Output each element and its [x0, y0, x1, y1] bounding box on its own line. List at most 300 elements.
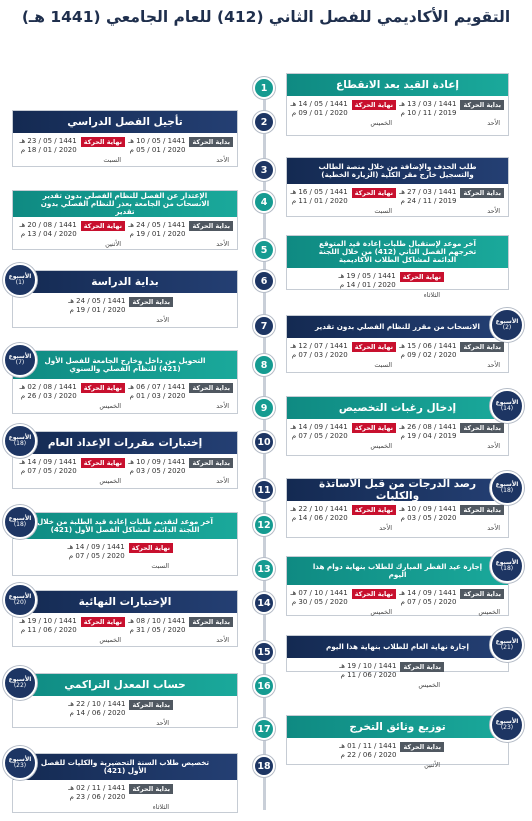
end-group — [290, 589, 396, 616]
week-number: (18) — [500, 565, 514, 572]
badge-label: نهاية الحركة — [354, 189, 393, 197]
dates — [128, 221, 185, 239]
gregorian-date: 2020 / 05 / 31 م — [129, 625, 186, 634]
event-card-8 — [8, 350, 238, 414]
end-group — [19, 617, 125, 644]
week-label: الأسبوع — [8, 755, 32, 763]
dates — [128, 383, 185, 401]
badge-row — [68, 297, 173, 315]
weekday: الأحد — [487, 441, 500, 450]
hijri-date: 1441 / 08 / 26 هـ — [399, 423, 457, 431]
badge-label: نهاية الحركة — [354, 101, 393, 109]
step-number-5: 5 — [253, 239, 275, 261]
step-number-4: 4 — [253, 191, 275, 213]
gregorian-date: 2020 / 01 / 19 م — [129, 229, 186, 238]
week-number: (2) — [502, 324, 512, 331]
badge-row — [19, 617, 125, 635]
step-number-13: 13 — [253, 558, 275, 580]
weekday: الخميس — [370, 118, 392, 127]
badge-label: نهاية الحركة — [354, 590, 393, 598]
step-number-1: 1 — [253, 77, 275, 99]
week-label: الأسبوع — [8, 592, 32, 600]
weekday: الأحد — [216, 155, 229, 164]
weekday: الأحد — [216, 476, 229, 485]
weekday: الأحد — [216, 401, 229, 410]
badge-row — [19, 221, 125, 239]
week-badge — [3, 424, 37, 458]
dates — [68, 700, 125, 718]
gregorian-date: 2019 / 11 / 10 م — [400, 108, 457, 117]
dates — [19, 458, 76, 476]
week-label: الأسبوع — [495, 558, 519, 566]
badge-label: بداية الحركة — [192, 618, 230, 626]
badge-label: بداية الحركة — [192, 384, 230, 392]
week-number: (1) — [15, 279, 25, 286]
dates — [399, 423, 456, 441]
end-group — [19, 458, 125, 485]
dates — [290, 100, 347, 118]
weekday: الأحد — [216, 635, 229, 644]
hijri-date: 1441 / 03 / 13 هـ — [399, 100, 457, 108]
end-group — [290, 342, 396, 369]
dates — [19, 137, 76, 155]
weekday: الأحد — [487, 523, 500, 532]
hijri-date: 1441 / 03 / 27 هـ — [399, 188, 457, 196]
week-badge — [3, 263, 37, 297]
start-group — [399, 100, 504, 127]
week-label: الأسبوع — [8, 272, 32, 280]
page-title: التقويم الأكاديمي للفصل الثاني (412) للعام الجامعي (1441 هـ) — [21, 8, 511, 26]
hijri-date: 1441 / 10 / 19 هـ — [19, 617, 77, 625]
dates — [68, 297, 125, 315]
hijri-date: 1441 / 07 / 12 هـ — [290, 342, 348, 350]
badge-row — [128, 383, 233, 401]
week-badge — [490, 389, 524, 423]
event-title: إعادة القيد بعد الانقطاع — [287, 74, 508, 96]
start-group — [128, 458, 233, 485]
badge-label: بداية الحركة — [463, 189, 501, 197]
hijri-date: 1441 / 06 / 15 هـ — [399, 342, 457, 350]
start-group — [399, 188, 504, 215]
start-badge — [460, 505, 504, 515]
dates — [19, 617, 76, 635]
hijri-date: 1441 / 07 / 06 هـ — [128, 383, 186, 391]
event-card-11 — [286, 477, 519, 538]
dates — [339, 742, 396, 760]
week-badge — [490, 549, 524, 583]
badge-label: بداية الحركة — [132, 298, 170, 306]
weekday: الأثنين — [105, 239, 121, 248]
gregorian-date: 2020 / 01 / 05 م — [129, 145, 186, 154]
end-badge — [352, 100, 396, 110]
week-number: (23) — [500, 724, 514, 731]
end-badge — [81, 137, 125, 147]
event-card-1 — [286, 73, 509, 136]
start-badge — [400, 662, 444, 672]
start-group — [128, 617, 233, 644]
weekday: الخميس — [418, 680, 440, 689]
event-card-10 — [8, 431, 238, 489]
event-title: آخر موعد لتقديم طلبات إعادة قيد الطلبة من خلال اللجنة الدائمة لمشاكل الفصل الأول (421) — [13, 513, 237, 539]
end-group — [338, 272, 444, 299]
badge-label: بداية الحركة — [463, 506, 501, 514]
badge-row — [19, 137, 125, 155]
badge-label: نهاية الحركة — [83, 222, 122, 230]
start-group — [399, 505, 504, 532]
badge-row — [128, 458, 233, 476]
step-number-12: 12 — [253, 514, 275, 536]
end-badge — [81, 458, 125, 468]
event-card-2 — [12, 110, 238, 167]
weekday: السبت — [151, 561, 169, 570]
dates — [399, 589, 456, 607]
end-group — [19, 137, 125, 164]
dates — [290, 589, 347, 607]
step-number-2: 2 — [253, 111, 275, 133]
week-number: (21) — [500, 644, 514, 651]
badge-row — [290, 505, 396, 523]
end-group — [290, 505, 396, 532]
badge-row — [19, 458, 125, 476]
badge-row — [399, 100, 504, 118]
badge-row — [339, 742, 444, 760]
hijri-date: 1441 / 09 / 10 هـ — [128, 458, 186, 466]
badge-label: نهاية الحركة — [83, 459, 122, 467]
gregorian-date: 2020 / 03 / 07 م — [291, 350, 348, 359]
start-badge — [460, 342, 504, 352]
weekday: الخميس — [370, 441, 392, 450]
hijri-date: 1441 / 05 / 24 هـ — [128, 221, 186, 229]
weekday: الثلاثاء — [423, 290, 440, 299]
week-label: الأسبوع — [8, 352, 32, 360]
badge-label: نهاية الحركة — [354, 343, 393, 351]
badge-label: نهاية الحركة — [83, 384, 122, 392]
badge-label: بداية الحركة — [463, 343, 501, 351]
badge-row — [290, 423, 396, 441]
event-title: إختبارات مقررات الإعداد العام — [13, 432, 237, 454]
weekday: الأحد — [379, 523, 392, 532]
end-badge — [352, 589, 396, 599]
start-badge — [129, 784, 173, 794]
badge-label: بداية الحركة — [132, 785, 170, 793]
event-title: الإعتذار عن الفصل للنظام الفصلي بدون تقدير الانسحاب من الجامعة بعذر للنظام الفصلي بدون تقدير — [13, 191, 237, 217]
start-badge — [400, 742, 444, 752]
step-number-11: 11 — [253, 479, 275, 501]
hijri-date: 1441 / 11 / 02 هـ — [68, 784, 126, 792]
weekday: الخميس — [478, 607, 500, 616]
hijri-date: 1441 / 10 / 19 هـ — [339, 662, 397, 670]
event-title: إدخال رغبات التخصيص — [287, 397, 508, 419]
end-group — [290, 188, 396, 215]
event-card-18 — [8, 753, 238, 813]
gregorian-date: 2019 / 11 / 24 م — [400, 196, 457, 205]
step-number-8: 8 — [253, 354, 275, 376]
event-title: طلب الحذف والإضافة من خلال منصة الطالب والتسجيل خارج مقر الكلية (الزيارة الخطية) — [287, 158, 508, 184]
weekday: الثلاثاء — [152, 802, 169, 811]
gregorian-date: 2019 / 04 / 19 م — [400, 431, 457, 440]
gregorian-date: 2020 / 04 / 13 م — [20, 229, 77, 238]
badge-label: بداية الحركة — [463, 424, 501, 432]
hijri-date: 1441 / 09 / 10 هـ — [399, 505, 457, 513]
gregorian-date: 2020 / 02 / 09 م — [400, 350, 457, 359]
weekday: الأحد — [487, 206, 500, 215]
badge-row — [290, 100, 396, 118]
event-card-5 — [286, 235, 509, 299]
badge-label: بداية الحركة — [403, 663, 441, 671]
event-card-17 — [286, 715, 519, 769]
week-number: (23) — [13, 762, 27, 769]
weekday: الخميس — [99, 401, 121, 410]
hijri-date: 1441 / 10 / 07 هـ — [290, 589, 348, 597]
hijri-date: 1441 / 11 / 01 هـ — [339, 742, 397, 750]
badge-label: بداية الحركة — [463, 590, 501, 598]
start-group — [128, 383, 233, 410]
badge-label: نهاية الحركة — [83, 618, 122, 626]
week-label: الأسبوع — [8, 514, 32, 522]
badge-label: نهاية الحركة — [354, 424, 393, 432]
hijri-date: 1441 / 10 / 08 هـ — [128, 617, 186, 625]
week-badge — [490, 708, 524, 742]
end-group — [290, 100, 396, 127]
end-badge — [352, 423, 396, 433]
gregorian-date: 2020 / 05 / 07 م — [68, 551, 125, 560]
start-group — [68, 784, 173, 811]
badge-row — [338, 272, 444, 290]
gregorian-date: 2020 / 05 / 07 م — [400, 597, 457, 606]
event-card-16 — [8, 673, 238, 728]
week-badge — [490, 308, 524, 342]
weekday: الأثنين — [424, 760, 440, 769]
event-card-7 — [286, 315, 519, 373]
start-group — [399, 589, 504, 616]
event-title: إجازة نهاية العام للطلاب بنهاية هذا اليوم — [287, 636, 508, 658]
dates — [290, 423, 347, 441]
weekday: الأحد — [216, 239, 229, 248]
event-card-6 — [8, 270, 238, 328]
week-number: (18) — [13, 440, 27, 447]
badge-row — [128, 221, 233, 239]
gregorian-date: 2020 / 06 / 11 م — [20, 625, 77, 634]
start-badge — [129, 700, 173, 710]
start-group — [128, 137, 233, 164]
step-number-10: 10 — [253, 431, 275, 453]
end-badge — [81, 221, 125, 231]
start-group — [128, 221, 233, 248]
event-card-9 — [286, 396, 519, 456]
hijri-date: 1441 / 08 / 02 هـ — [19, 383, 77, 391]
dates — [399, 342, 456, 360]
dates — [290, 505, 347, 523]
dates — [290, 342, 347, 360]
badge-label: بداية الحركة — [192, 138, 230, 146]
dates — [128, 137, 185, 155]
end-badge — [352, 188, 396, 198]
weekday: الخميس — [370, 607, 392, 616]
badge-label: بداية الحركة — [403, 743, 441, 751]
hijri-date: 1441 / 09 / 14 هـ — [399, 589, 457, 597]
start-badge — [129, 297, 173, 307]
dates — [68, 784, 125, 802]
badge-row — [399, 423, 504, 441]
gregorian-date: 2020 / 03 / 26 م — [20, 391, 77, 400]
gregorian-date: 2020 / 01 / 11 م — [291, 196, 348, 205]
hijri-date: 1441 / 09 / 14 هـ — [19, 458, 77, 466]
step-number-7: 7 — [253, 315, 275, 337]
badge-row — [399, 188, 504, 206]
gregorian-date: 2020 / 05 / 03 م — [129, 466, 186, 475]
start-badge — [189, 221, 233, 231]
hijri-date: 1441 / 05 / 24 هـ — [68, 297, 126, 305]
week-label: الأسبوع — [495, 480, 519, 488]
badge-label: بداية الحركة — [132, 701, 170, 709]
hijri-date: 1441 / 05 / 16 هـ — [290, 188, 348, 196]
event-card-13 — [286, 556, 519, 616]
week-label: الأسبوع — [8, 675, 32, 683]
step-number-14: 14 — [253, 592, 275, 614]
start-badge — [460, 589, 504, 599]
gregorian-date: 2020 / 01 / 09 م — [291, 108, 348, 117]
badge-label: نهاية الحركة — [354, 506, 393, 514]
week-badge — [3, 666, 37, 700]
start-group — [68, 700, 173, 727]
step-number-15: 15 — [253, 641, 275, 663]
gregorian-date: 2020 / 05 / 03 م — [400, 513, 457, 522]
hijri-date: 1441 / 08 / 20 هـ — [19, 221, 77, 229]
end-badge — [81, 383, 125, 393]
start-group — [68, 297, 173, 324]
badge-label: بداية الحركة — [192, 459, 230, 467]
gregorian-date: 2020 / 01 / 19 م — [69, 305, 126, 314]
badge-row — [399, 505, 504, 523]
step-number-17: 17 — [253, 718, 275, 740]
end-badge — [400, 272, 444, 282]
event-card-4 — [12, 190, 238, 250]
end-badge — [352, 342, 396, 352]
hijri-date: 1441 / 05 / 10 هـ — [128, 137, 186, 145]
gregorian-date: 2020 / 06 / 14 م — [69, 708, 126, 717]
step-number-9: 9 — [253, 397, 275, 419]
week-label: الأسبوع — [495, 398, 519, 406]
event-title: آخر موعد لإستقبال طلبات إعادة قيد المتوقع تخرجهم الفصل الثاني (412) من خلال اللجنة الدائمة لمشاكل الطلاب الأكاديمية — [287, 236, 508, 268]
hijri-date: 1441 / 09 / 14 هـ — [290, 423, 348, 431]
badge-row — [128, 137, 233, 155]
dates — [19, 221, 76, 239]
event-title: الإختبارات النهائية — [13, 591, 237, 613]
event-title: توزيع وثائق التخرج — [287, 716, 508, 738]
event-title: تخصيص طلاب السنة التحضيرية والكليات للفصل الأول (421) — [13, 754, 237, 780]
week-number: (14) — [500, 405, 514, 412]
weekday: الأحد — [156, 718, 169, 727]
badge-label: نهاية الحركة — [83, 138, 122, 146]
start-group — [399, 342, 504, 369]
end-group — [19, 221, 125, 248]
week-badge — [3, 343, 37, 377]
badge-row — [290, 188, 396, 206]
weekday: الخميس — [99, 635, 121, 644]
badge-row — [67, 543, 173, 561]
end-group — [67, 543, 173, 570]
weekday: الخميس — [99, 476, 121, 485]
end-group — [290, 423, 396, 450]
end-badge — [352, 505, 396, 515]
week-label: الأسبوع — [495, 637, 519, 645]
week-badge — [490, 628, 524, 662]
week-label: الأسبوع — [495, 717, 519, 725]
dates — [399, 505, 456, 523]
gregorian-date: 2020 / 06 / 22 م — [340, 750, 397, 759]
weekday: الأحد — [487, 360, 500, 369]
gregorian-date: 2020 / 05 / 07 م — [20, 466, 77, 475]
event-title: حساب المعدل التراكمي — [13, 674, 237, 696]
end-badge — [129, 543, 173, 553]
badge-row — [68, 784, 173, 802]
start-badge — [189, 617, 233, 627]
hijri-date: 1441 / 05 / 19 هـ — [338, 272, 396, 280]
hijri-date: 1441 / 10 / 22 هـ — [290, 505, 348, 513]
start-badge — [460, 423, 504, 433]
weekday: الأحد — [156, 315, 169, 324]
week-badge — [490, 471, 524, 505]
week-label: الأسبوع — [495, 317, 519, 325]
start-badge — [189, 137, 233, 147]
weekday: السبت — [374, 206, 392, 215]
event-title: تأجيل الفصل الدراسي — [13, 111, 237, 133]
event-title: رصد الدرجات من قبل الأساتذة والكليات — [287, 479, 508, 501]
weekday: الأحد — [487, 118, 500, 127]
hijri-date: 1441 / 05 / 14 هـ — [290, 100, 348, 108]
week-badge — [3, 746, 37, 780]
hijri-date: 1441 / 09 / 14 هـ — [67, 543, 125, 551]
week-number: (18) — [500, 487, 514, 494]
week-number: (20) — [13, 599, 27, 606]
gregorian-date: 2020 / 06 / 23 م — [69, 792, 126, 801]
step-number-3: 3 — [253, 159, 275, 181]
week-number: (7) — [15, 359, 25, 366]
step-number-6: 6 — [253, 270, 275, 292]
event-title: إجازة عيد الفطر المبارك للطلاب بنهاية دوام هذا اليوم — [287, 557, 508, 585]
badge-row — [128, 617, 233, 635]
event-title: الانسحاب من مقرر للنظام الفصلي بدون تقدير — [287, 316, 508, 338]
event-card-15 — [286, 635, 519, 689]
gregorian-date: 2020 / 06 / 11 م — [340, 670, 397, 679]
dates — [338, 272, 395, 290]
dates — [339, 662, 396, 680]
badge-row — [290, 589, 396, 607]
dates — [128, 617, 185, 635]
start-group — [339, 662, 444, 689]
weekday: السبت — [374, 360, 392, 369]
gregorian-date: 2020 / 05 / 07 م — [291, 431, 348, 440]
badge-label: بداية الحركة — [463, 101, 501, 109]
badge-row — [399, 342, 504, 360]
start-badge — [189, 383, 233, 393]
start-badge — [460, 188, 504, 198]
dates — [128, 458, 185, 476]
event-card-3 — [286, 157, 509, 217]
week-badge — [3, 583, 37, 617]
week-number: (18) — [13, 521, 27, 528]
dates — [399, 188, 456, 206]
event-card-14 — [8, 590, 238, 647]
start-badge — [189, 458, 233, 468]
badge-row — [399, 589, 504, 607]
event-title: التحويل من داخل وخارج الجامعة للفصل الأول (421) للنظام الفصلي والسنوي — [13, 351, 237, 379]
event-card-12 — [8, 512, 238, 576]
start-badge — [460, 100, 504, 110]
weekday: السبت — [103, 155, 121, 164]
gregorian-date: 2020 / 03 / 01 م — [129, 391, 186, 400]
badge-label: بداية الحركة — [192, 222, 230, 230]
